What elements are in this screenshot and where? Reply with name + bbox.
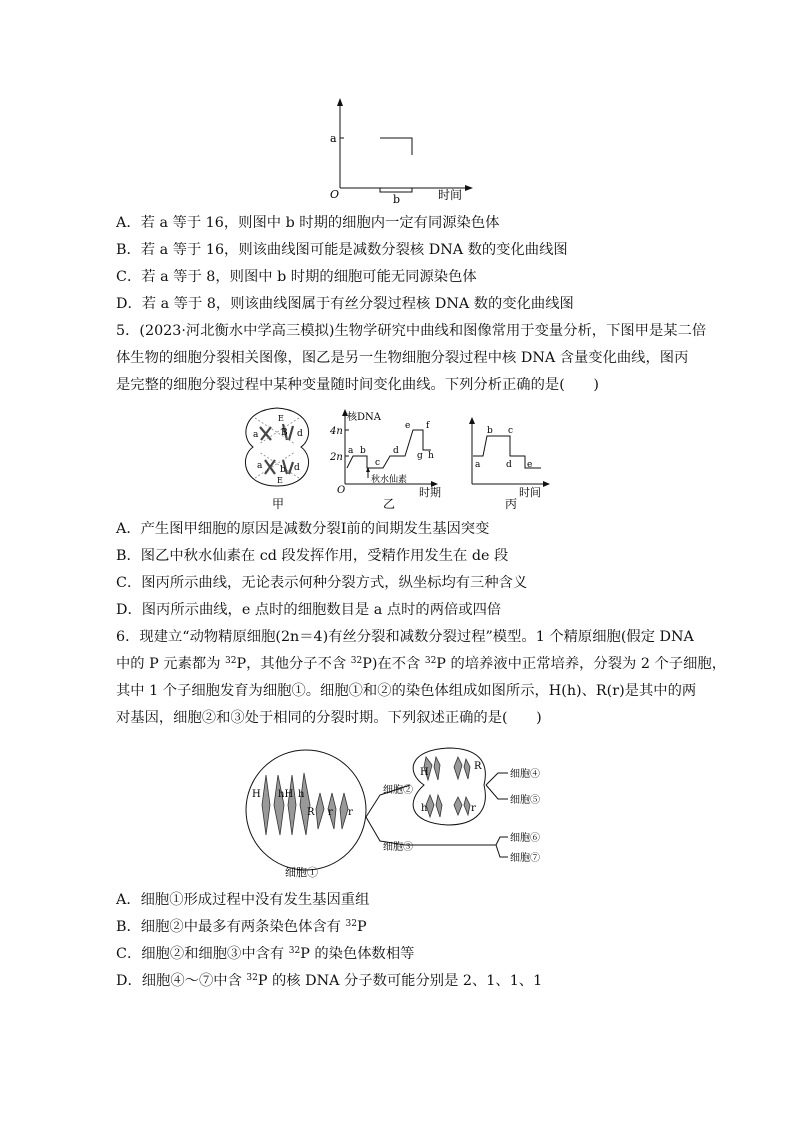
jia-letter-a1: a bbox=[253, 430, 259, 440]
yi-4n: 4n bbox=[330, 426, 343, 437]
jia-letter-E1: E bbox=[278, 414, 284, 423]
q6-stem-4: 对基因，细胞②和③处于相同的分裂时期。下列叙述正确的是( ) bbox=[116, 710, 542, 726]
cell4-label: 细胞④ bbox=[510, 769, 540, 780]
q5-stem-3: 是完整的细胞分裂过程中某种变量随时间变化曲线。下列分析正确的是( ) bbox=[116, 377, 599, 393]
bing-point-a: a bbox=[475, 460, 481, 470]
yi-point-e: e bbox=[405, 421, 411, 431]
jia-letter-E2: E bbox=[277, 476, 283, 485]
q6-figure bbox=[240, 745, 560, 880]
jia-letter-B: B bbox=[281, 428, 288, 438]
yi-xlabel: 时期 bbox=[419, 486, 441, 499]
q5-option-a: A．产生图甲细胞的原因是减数分裂Ⅰ前的间期发生基因突变 bbox=[116, 521, 490, 537]
yi-point-c: c bbox=[375, 458, 381, 468]
bing-point-e: e bbox=[527, 460, 533, 470]
q6-stem-1: 6．现建立“动物精原细胞(2n＝4)有丝分裂和减数分裂过程”模型。1 个精原细胞(假定 DNA bbox=[116, 629, 694, 645]
q4-option-a: A．若 a 等于 16，则图中 b 时期的细胞内一定有同源染色体 bbox=[116, 215, 500, 231]
yi-point-a: a bbox=[348, 446, 354, 456]
cell2-gene-h: h bbox=[421, 803, 428, 814]
cell2-gene-r: r bbox=[471, 803, 476, 814]
q5-option-b: B．图乙中秋水仙素在 cd 段发挥作用，受精作用发生在 de 段 bbox=[116, 548, 509, 564]
jia-letter-d2: d bbox=[294, 463, 300, 473]
q5-option-d: D．图丙所示曲线，e 点时的细胞数目是 a 点时的两倍或四倍 bbox=[116, 602, 502, 618]
cell1-gene-r2: r bbox=[348, 807, 353, 818]
fig-jia-cell bbox=[245, 408, 308, 486]
bing-point-b: b bbox=[487, 426, 493, 436]
yi-caption: 乙 bbox=[383, 497, 396, 511]
yi-point-f: f bbox=[426, 421, 430, 431]
cell5-label: 细胞⑤ bbox=[510, 795, 540, 806]
q5-stem-1: 5．(2023·河北衡水中学高三模拟)生物学研究中曲线和图像常用于变量分析，下图甲是某二倍 bbox=[116, 323, 707, 339]
bing-caption: 丙 bbox=[505, 497, 518, 511]
cell1-gene-r1: r bbox=[328, 807, 333, 818]
jia-caption: 甲 bbox=[272, 497, 285, 511]
cell2-label: 细胞② bbox=[383, 785, 413, 796]
q4-figure bbox=[320, 95, 480, 207]
yi-origin: O bbox=[337, 485, 346, 496]
fig1-origin: O bbox=[330, 188, 340, 201]
q6-option-d: D．细胞④～⑦中含 $^{32}$P 的核 DNA 分子数可能分别是 2、1、1、1 bbox=[116, 973, 543, 989]
yi-2n: 2n bbox=[330, 452, 343, 463]
q4-option-c: C．若 a 等于 8，则图中 b 时期的细胞可能无同源染色体 bbox=[116, 269, 477, 285]
q6-option-a: A．细胞①形成过程中没有发生基因重组 bbox=[116, 892, 370, 908]
jia-letter-d1: d bbox=[297, 429, 303, 439]
q5-figure bbox=[235, 402, 565, 520]
q6-stem-2: 中的 P 元素都为 $^{32}$P，其他分子不含 $^{32}$P)在不含 $^{32}$P 的培养液中正常培养，分裂为 2 个子细胞， bbox=[116, 656, 726, 672]
yi-ylabel: 核DNA bbox=[347, 412, 381, 423]
cell1-label: 细胞① bbox=[285, 866, 318, 879]
bing-point-c: c bbox=[508, 426, 514, 436]
cell3-label: 细胞③ bbox=[383, 842, 413, 853]
fig1-ylabel: a bbox=[330, 132, 337, 145]
yi-annot: 秋水仙素 bbox=[371, 475, 408, 485]
jia-letter-b: b bbox=[280, 465, 286, 475]
cell1-gene-h: h bbox=[298, 789, 305, 800]
yi-point-d: d bbox=[393, 446, 399, 456]
fig1-xlabel: 时间 bbox=[438, 188, 463, 202]
cell7-label: 细胞⑦ bbox=[510, 853, 540, 864]
q6-option-c: C．细胞②和细胞③中含有 $^{32}$P 的染色体数相等 bbox=[116, 946, 415, 962]
cell2-gene-R: R bbox=[474, 761, 482, 772]
q6-stem-3: 其中 1 个子细胞发育为细胞①。细胞①和②的染色体组成如图所示，H(h)、R(r)是其中的两 bbox=[116, 683, 697, 699]
bing-xlabel: 时间 bbox=[519, 486, 541, 499]
jia-letter-a2: a bbox=[257, 461, 263, 471]
q6-option-b: B．细胞②中最多有两条染色体含有 $^{32}$P bbox=[116, 919, 367, 935]
bing-point-d: d bbox=[506, 460, 512, 470]
yi-point-h: h bbox=[428, 451, 434, 461]
cell2-gene-H: H bbox=[420, 767, 429, 778]
q5-stem-2: 体生物的细胞分裂相关图像，图乙是另一生物细胞分裂过程中核 DNA 含量变化曲线，图丙 bbox=[116, 350, 689, 366]
cell1-gene-hH: hH bbox=[278, 789, 294, 800]
fig1-bar-label: b bbox=[393, 193, 401, 206]
yi-point-g: g bbox=[417, 451, 423, 461]
yi-point-b: b bbox=[360, 446, 366, 456]
q5-option-c: C．图丙所示曲线，无论表示何种分裂方式，纵坐标均有三种含义 bbox=[116, 575, 528, 591]
q4-option-d: D．若 a 等于 8，则该曲线图属于有丝分裂过程核 DNA 数的变化曲线图 bbox=[116, 296, 574, 312]
q4-option-b: B．若 a 等于 16，则该曲线图可能是减数分裂核 DNA 数的变化曲线图 bbox=[116, 242, 568, 258]
cell1-gene-R: R bbox=[307, 807, 315, 818]
cell1-gene-H: H bbox=[252, 789, 261, 800]
cell6-label: 细胞⑥ bbox=[510, 833, 540, 844]
